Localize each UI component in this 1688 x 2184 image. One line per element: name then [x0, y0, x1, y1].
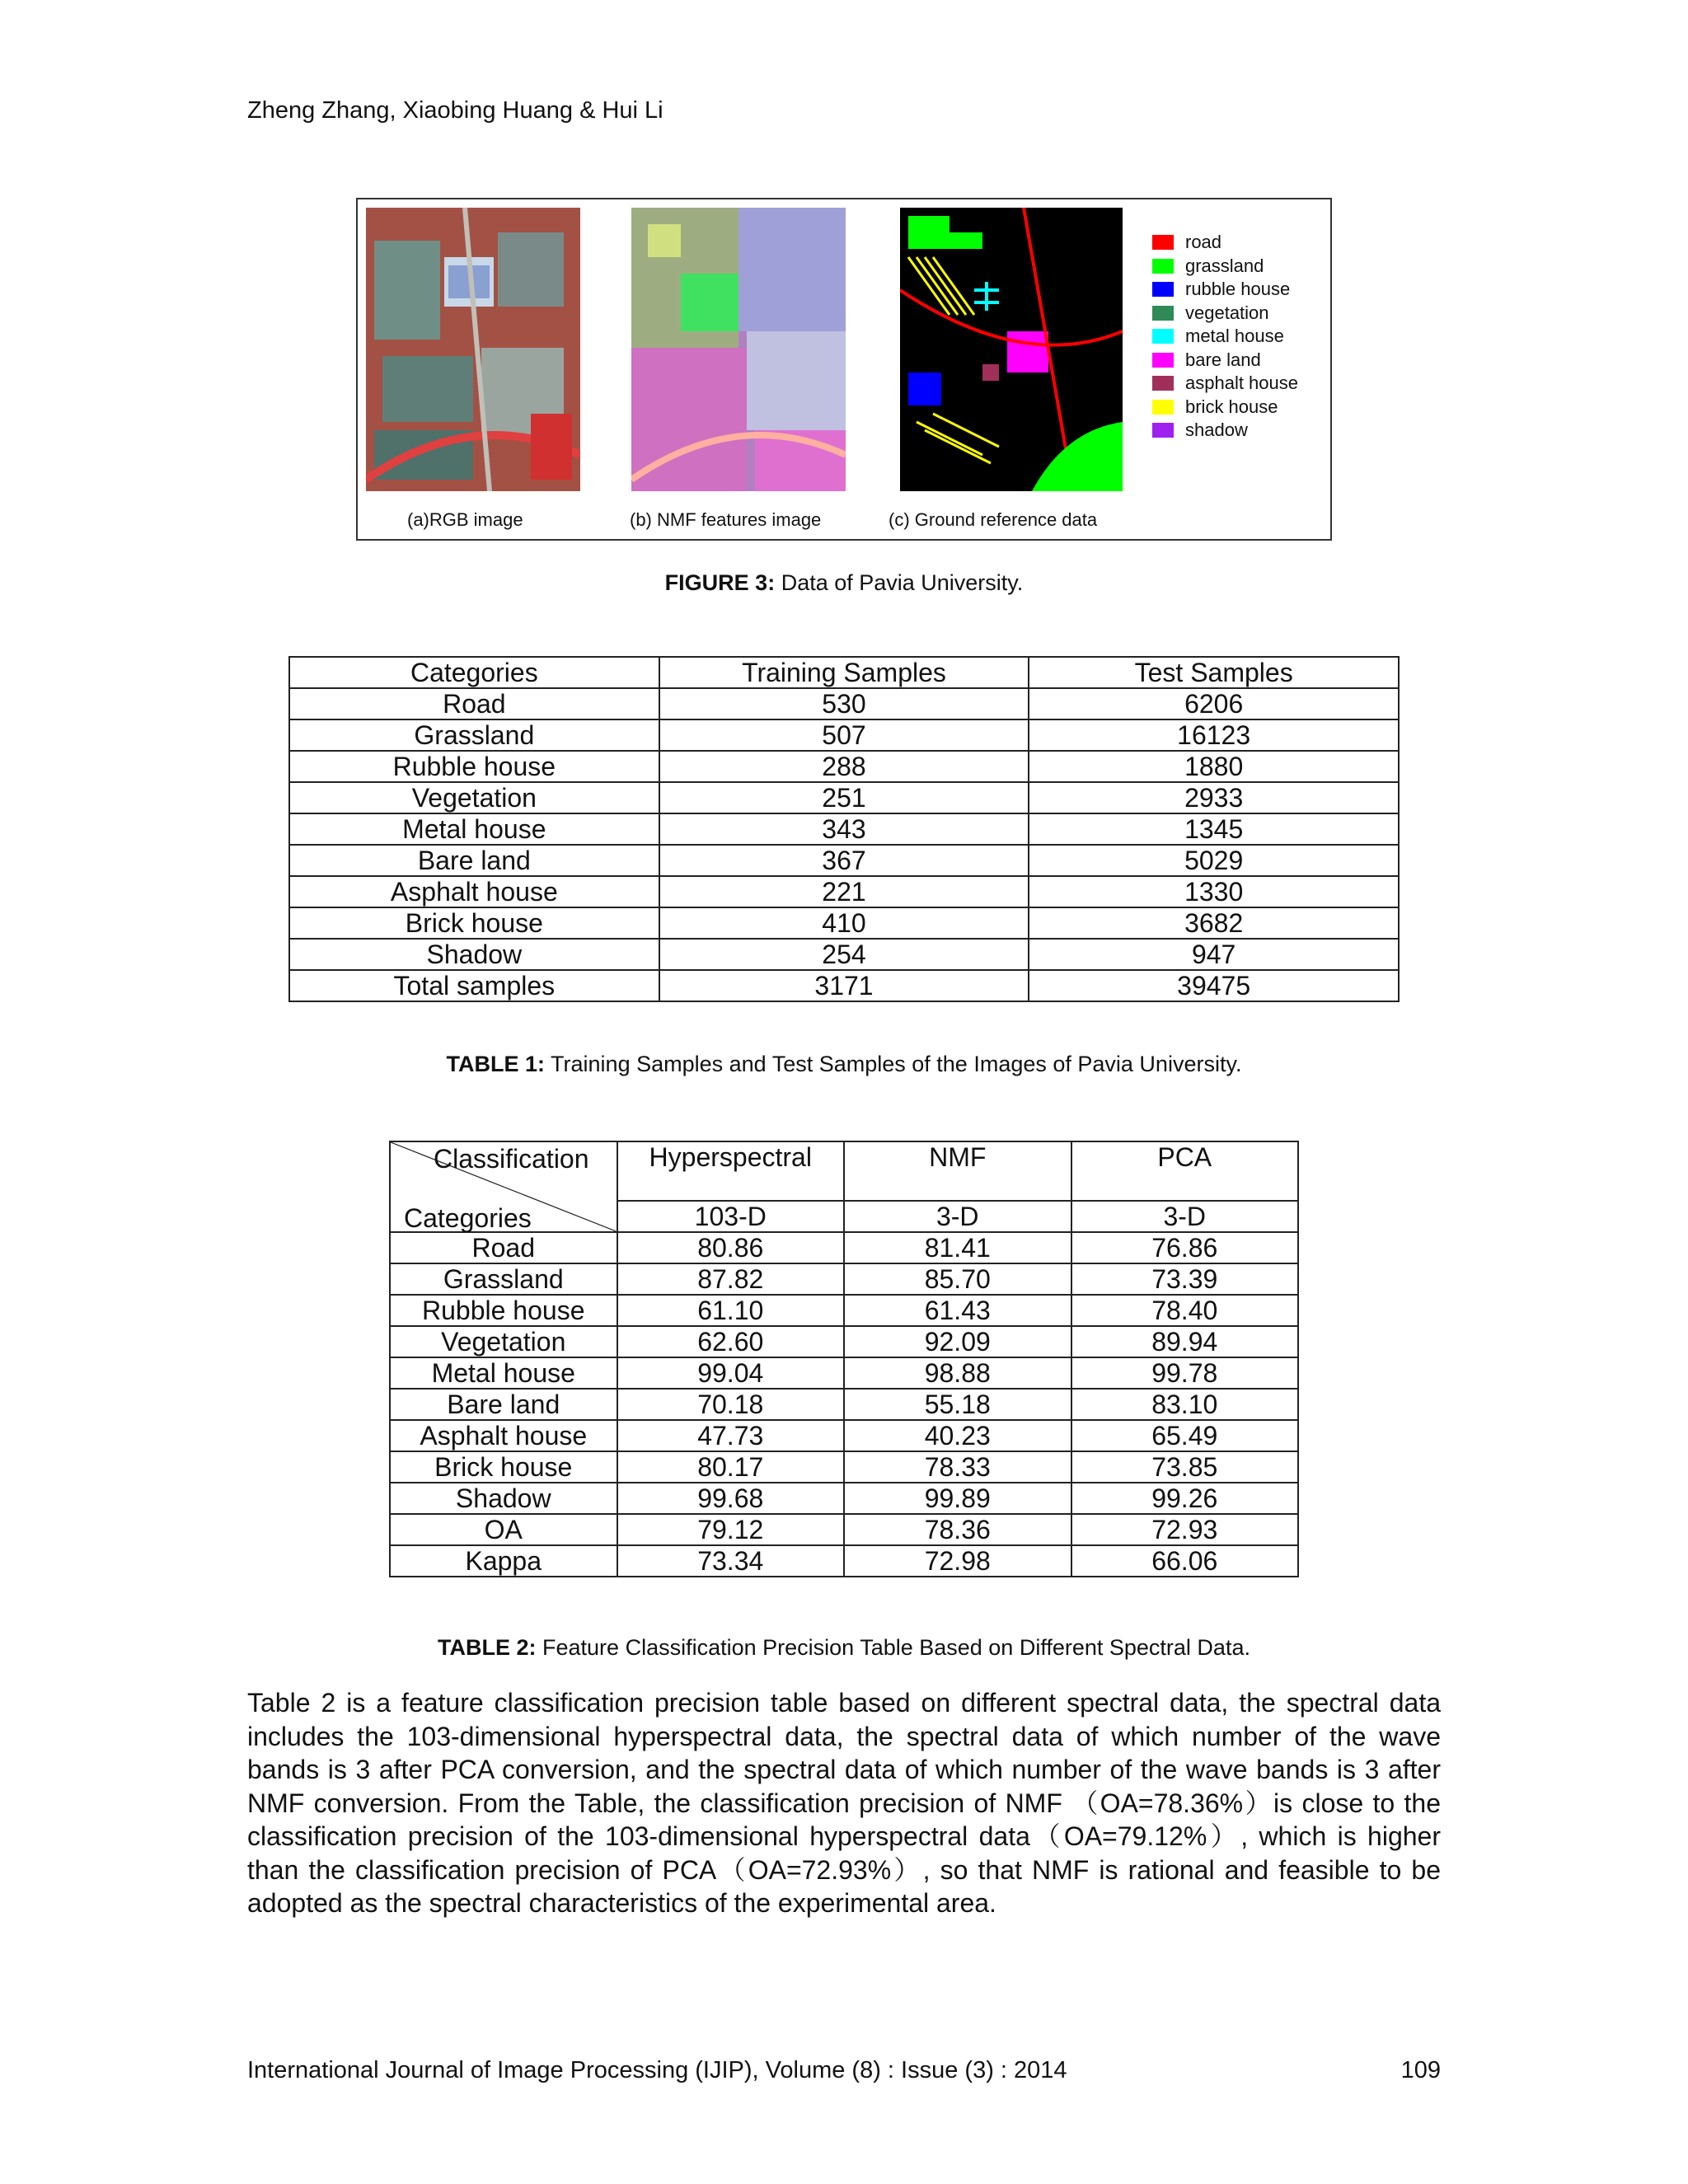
- corner-top-label: Classification: [434, 1144, 589, 1174]
- cell: 367: [659, 845, 1029, 876]
- cell: 70.18: [617, 1389, 845, 1420]
- cell: 3171: [659, 970, 1029, 1001]
- caption-label: FIGURE 3:: [664, 570, 776, 595]
- ground-reference-image: [900, 208, 1123, 491]
- cell: Brick house: [390, 1451, 617, 1483]
- cell: 73.39: [1071, 1263, 1299, 1295]
- cell: Rubble house: [289, 751, 659, 782]
- panel-caption-a: (a)RGB image: [407, 509, 523, 530]
- table-row: [289, 688, 1399, 719]
- cell: 98.88: [844, 1357, 1071, 1389]
- legend-label: road: [1185, 232, 1222, 253]
- table-row: [390, 1326, 1298, 1357]
- footer-journal: International Journal of Image Processing (IJIP), Volume (8) : Issue (3) : 2014: [247, 2057, 1067, 2083]
- legend-label: shadow: [1185, 419, 1248, 441]
- cell: Metal house: [289, 813, 659, 845]
- corner-bottom-label: Categories: [404, 1203, 532, 1233]
- cell: 78.40: [1071, 1295, 1299, 1326]
- legend-item: [1152, 302, 1298, 326]
- footer-page-number: 109: [1400, 2057, 1441, 2083]
- cell: Bare land: [390, 1389, 617, 1420]
- cell: 62.60: [617, 1326, 845, 1357]
- table-row: [289, 970, 1399, 1001]
- cell: 221: [659, 876, 1029, 907]
- table-row: [289, 907, 1399, 939]
- legend-item: [1152, 372, 1298, 396]
- table-1-caption: [0, 1052, 1688, 1077]
- legend-swatch: [1152, 376, 1174, 391]
- table-row: [390, 1451, 1298, 1483]
- cell: 507: [659, 719, 1029, 751]
- legend-item: [1152, 325, 1298, 349]
- cell: 16123: [1029, 719, 1399, 751]
- dimension-cell: 103-D: [617, 1201, 845, 1232]
- legend-swatch: [1152, 400, 1174, 415]
- cell: 72.98: [844, 1545, 1071, 1577]
- cell: Brick house: [289, 907, 659, 939]
- panel-caption-c: (c) Ground reference data: [889, 509, 1098, 530]
- cell: 47.73: [617, 1420, 845, 1451]
- cell: 530: [659, 688, 1029, 719]
- nmf-features-image: [631, 208, 846, 491]
- cell: 89.94: [1071, 1326, 1299, 1357]
- cell: 1330: [1029, 876, 1399, 907]
- cell: Grassland: [289, 719, 659, 751]
- rgb-image-panel: [366, 208, 580, 491]
- cell: Asphalt house: [390, 1420, 617, 1451]
- cell: 99.89: [844, 1483, 1071, 1514]
- cell: Vegetation: [390, 1326, 617, 1357]
- header-cell: Hyperspectral: [617, 1141, 845, 1201]
- table-row: [390, 1357, 1298, 1389]
- legend-item: [1152, 231, 1298, 255]
- legend-item: [1152, 419, 1298, 443]
- cell: 99.68: [617, 1483, 845, 1514]
- legend-swatch: [1152, 282, 1174, 297]
- cell: 99.04: [617, 1357, 845, 1389]
- rgb-image: [366, 208, 580, 491]
- table-row: [289, 845, 1399, 876]
- legend-item: [1152, 278, 1298, 302]
- legend-swatch: [1152, 235, 1174, 250]
- cell: 251: [659, 782, 1029, 813]
- caption-label: TABLE 1:: [446, 1052, 546, 1076]
- cell: Asphalt house: [289, 876, 659, 907]
- table-row: [289, 813, 1399, 845]
- header-cell: NMF: [844, 1141, 1071, 1201]
- cell: 80.17: [617, 1451, 845, 1483]
- caption-text: Training Samples and Test Samples of the Images of Pavia University.: [545, 1052, 1242, 1076]
- caption-text: Data of Pavia University.: [775, 570, 1024, 595]
- cell: Bare land: [289, 845, 659, 876]
- legend-label: brick house: [1185, 396, 1278, 417]
- table-row: [390, 1420, 1298, 1451]
- cell: OA: [390, 1514, 617, 1545]
- cell: 87.82: [617, 1263, 845, 1295]
- cell: 1345: [1029, 813, 1399, 845]
- table-row: [390, 1389, 1298, 1420]
- cell: Kappa: [390, 1545, 617, 1577]
- legend-swatch: [1152, 329, 1174, 344]
- table-row: [390, 1263, 1298, 1295]
- caption-label: TABLE 2:: [438, 1635, 537, 1660]
- figure-3: [356, 198, 1332, 541]
- body-paragraph: Table 2 is a feature classification precision table based on different spectral data, the spectral data includes the 103-dimensional hyperspectral data, the spectral data of which number of the wave bands is 3 after PCA conversion, and the spectral data of which number of the wave bands is 3 after NMF conversion. From the Table, the classification precision of NMF （OA=78.36%）is close to the classification precision of the 103-dimensional hyperspectral data（OA=79.12%）, which is higher than the classification precision of PCA（OA=72.93%）, so that NMF is rational and feasible to be adopted as the spectral characteristics of the experimental area.: [247, 1688, 1442, 1918]
- cell: 6206: [1029, 688, 1399, 719]
- cell: Total samples: [289, 970, 659, 1001]
- table-header-row: [390, 1141, 1298, 1201]
- dimension-cell: 3-D: [844, 1201, 1071, 1232]
- dimension-cell: 3-D: [1071, 1201, 1299, 1232]
- figure-legend: [1152, 231, 1298, 443]
- table-row: [390, 1295, 1298, 1326]
- cell: 61.10: [617, 1295, 845, 1326]
- cell: 92.09: [844, 1326, 1071, 1357]
- cell: 3682: [1029, 907, 1399, 939]
- legend-label: metal house: [1185, 326, 1284, 347]
- cell: 288: [659, 751, 1029, 782]
- cell: 410: [659, 907, 1029, 939]
- table-row: [289, 939, 1399, 970]
- cell: Vegetation: [289, 782, 659, 813]
- legend-swatch: [1152, 306, 1174, 321]
- legend-swatch: [1152, 353, 1174, 368]
- legend-label: asphalt house: [1185, 373, 1298, 394]
- table-row: [289, 751, 1399, 782]
- table-2-caption: [0, 1635, 1688, 1661]
- cell: 76.86: [1071, 1232, 1299, 1263]
- legend-label: vegetation: [1185, 302, 1269, 323]
- cell: 61.43: [844, 1295, 1071, 1326]
- cell: 83.10: [1071, 1389, 1299, 1420]
- figure-3-caption: [0, 570, 1688, 596]
- legend-label: grassland: [1185, 255, 1264, 276]
- table-header-row: [289, 657, 1399, 688]
- cell: 99.26: [1071, 1483, 1299, 1514]
- header-cell: PCA: [1071, 1141, 1299, 1201]
- cell: 2933: [1029, 782, 1399, 813]
- cell: 254: [659, 939, 1029, 970]
- running-header: Zheng Zhang, Xiaobing Huang & Hui Li: [247, 97, 663, 124]
- table-row: [390, 1232, 1298, 1263]
- table-1: [288, 656, 1400, 1002]
- cell: Shadow: [390, 1483, 617, 1514]
- cell: 39475: [1029, 970, 1399, 1001]
- cell: Metal house: [390, 1357, 617, 1389]
- cell: Rubble house: [390, 1295, 617, 1326]
- cell: Road: [390, 1232, 617, 1263]
- cell: 78.33: [844, 1451, 1071, 1483]
- cell: 73.85: [1071, 1451, 1299, 1483]
- cell: 78.36: [844, 1514, 1071, 1545]
- legend-item: [1152, 255, 1298, 279]
- header-cell: Test Samples: [1029, 657, 1399, 688]
- legend-label: rubble house: [1185, 279, 1291, 300]
- table-2: [389, 1141, 1299, 1577]
- header-cell: Categories: [289, 657, 659, 688]
- panel-caption-b: (b) NMF features image: [630, 509, 822, 530]
- header-cell: Training Samples: [659, 657, 1029, 688]
- cell: 85.70: [844, 1263, 1071, 1295]
- cell: 55.18: [844, 1389, 1071, 1420]
- table-row: [289, 876, 1399, 907]
- table-row: [390, 1545, 1298, 1577]
- cell: 99.78: [1071, 1357, 1299, 1389]
- legend-item: [1152, 349, 1298, 373]
- cell: 40.23: [844, 1420, 1071, 1451]
- cell: 1880: [1029, 751, 1399, 782]
- cell: 65.49: [1071, 1420, 1299, 1451]
- cell: 947: [1029, 939, 1399, 970]
- cell: Road: [289, 688, 659, 719]
- nmf-image-panel: [631, 208, 846, 491]
- table-row: [390, 1483, 1298, 1514]
- cell: Grassland: [390, 1263, 617, 1295]
- table-row: [289, 782, 1399, 813]
- cell: 72.93: [1071, 1514, 1299, 1545]
- corner-header-cell: [390, 1141, 617, 1232]
- cell: 66.06: [1071, 1545, 1299, 1577]
- legend-label: bare land: [1185, 349, 1261, 370]
- cell: 81.41: [844, 1232, 1071, 1263]
- cell: 343: [659, 813, 1029, 845]
- cell: 80.86: [617, 1232, 845, 1263]
- legend-item: [1152, 396, 1298, 419]
- ground-reference-panel: [900, 208, 1123, 491]
- caption-text: Feature Classification Precision Table Based on Different Spectral Data.: [536, 1635, 1250, 1660]
- legend-swatch: [1152, 259, 1174, 274]
- legend-swatch: [1152, 423, 1174, 438]
- cell: 73.34: [617, 1545, 845, 1577]
- cell: 5029: [1029, 845, 1399, 876]
- table-row: [390, 1514, 1298, 1545]
- table-row: [289, 719, 1399, 751]
- cell: Shadow: [289, 939, 659, 970]
- cell: 79.12: [617, 1514, 845, 1545]
